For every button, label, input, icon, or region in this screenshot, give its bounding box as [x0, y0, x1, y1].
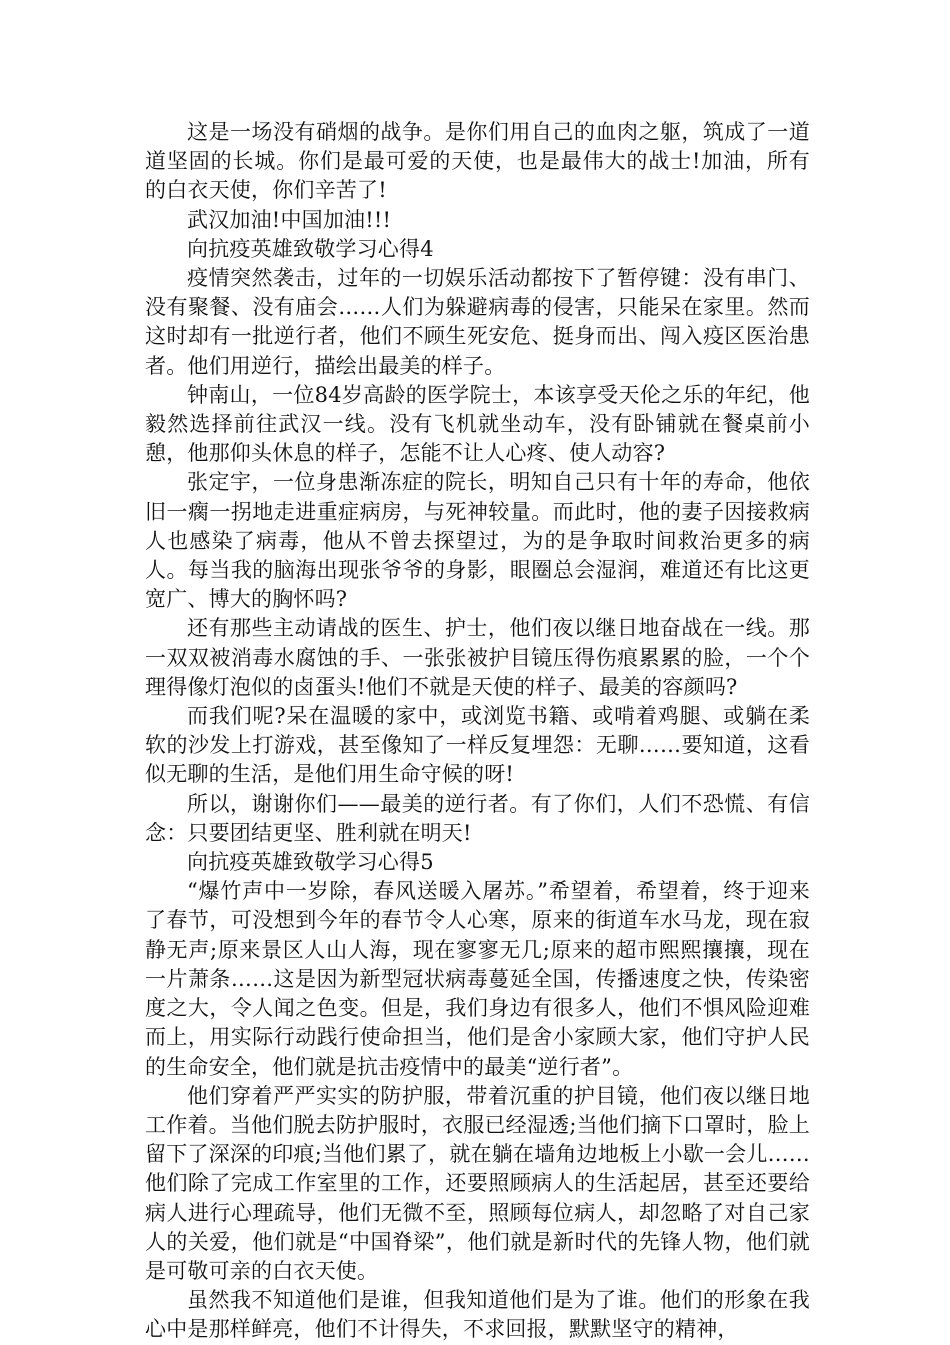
paragraph: 所以，谢谢你们——最美的逆行者。有了你们，人们不恐慌、有信念：只要团结更坚、胜利就在明天! — [145, 791, 810, 845]
section-heading: 向抗疫英雄致敬学习心得5 — [187, 850, 434, 875]
paragraph: 武汉加油!中国加油!!! — [187, 207, 392, 232]
paragraph: 这是一场没有硝烟的战争。是你们用自己的血肉之躯，筑成了一道道坚固的长城。你们是最可爱的天使，也是最伟大的战士!加油，所有的白衣天使，你们辛苦了! — [145, 120, 810, 203]
paragraph: 张定宇，一位身患渐冻症的院长，明知自己只有十年的寿命，他依旧一瘸一拐地走进重症病房，与死神较量。而此时，他的妻子因接救病人也感染了病毒，他从不曾去探望过，为的是争取时间救治更多的病人。每当我的脑海出现张爷爷的身影，眼圈总会湿润，难道还有比这更宽广、博大的胸怀吗? — [145, 470, 810, 612]
document-body — [145, 118, 810, 1345]
paragraph: “爆竹声中一岁除，春风送暖入屠苏。”希望着，希望着，终于迎来了春节，可没想到今年的春节令人心寒，原来的街道车水马龙，现在寂静无声;原来景区人山人海，现在寥寥无几;原来的超市熙熙攘攘，现在一片萧条……这是因为新型冠状病毒蔓延全国，传播速度之快，传染密度之大，令人闻之色变。但是，我们身边有很多人，他们不惧风险迎难而上，用实际行动践行使命担当，他们是舍小家顾大家，他们守护人民的生命安全，他们就是抗击疫情中的最美“逆行者”。 — [145, 879, 810, 1079]
paragraph: 疫情突然袭击，过年的一切娱乐活动都按下了暂停键：没有串门、没有聚餐、没有庙会……人们为躲避病毒的侵害，只能呆在家里。然而这时却有一批逆行者，他们不顾生死安危、挺身而出、闯入疫区医治患者。他们用逆行，描绘出最美的样子。 — [145, 266, 810, 378]
paragraph: 虽然我不知道他们是谁，但我知道他们是为了谁。他们的形象在我心中是那样鲜亮，他们不计得失，不求回报，默默坚守的精神， — [145, 1288, 810, 1342]
paragraph: 还有那些主动请战的医生、护士，他们夜以继日地奋战在一线。那一双双被消毒水腐蚀的手、一张张被护目镜压得伤痕累累的脸，一个个理得像灯泡似的卤蛋头!他们不就是天使的样子、最美的容颜吗? — [145, 616, 810, 699]
paragraph: 他们穿着严严实实的防护服，带着沉重的护目镜，他们夜以继日地工作着。当他们脱去防护服时，衣服已经湿透;当他们摘下口罩时，脸上留下了深深的印痕;当他们累了，就在躺在墙角边地板上小歇一会儿……他们除了完成工作室里的工作，还要照顾病人的生活起居，甚至还要给病人进行心理疏导，他们无微不至，照顾每位病人，却忽略了对自己家人的关爱，他们就是“中国脊梁”，他们就是新时代的先锋人物，他们就是可敬可亲的白衣天使。 — [145, 1083, 810, 1283]
paragraph: 钟南山，一位84岁高龄的医学院士，本该享受天伦之乐的年纪，他毅然选择前往武汉一线。没有飞机就坐动车，没有卧铺就在餐桌前小憩，他那仰头休息的样子，怎能不让人心疼、使人动容? — [145, 382, 810, 466]
paragraph: 而我们呢?呆在温暖的家中，或浏览书籍、或啃着鸡腿、或躺在柔软的沙发上打游戏，甚至像知了一样反复埋怨：无聊……要知道，这看似无聊的生活，是他们用生命守候的呀! — [145, 704, 810, 787]
section-heading: 向抗疫英雄致敬学习心得4 — [187, 236, 434, 261]
